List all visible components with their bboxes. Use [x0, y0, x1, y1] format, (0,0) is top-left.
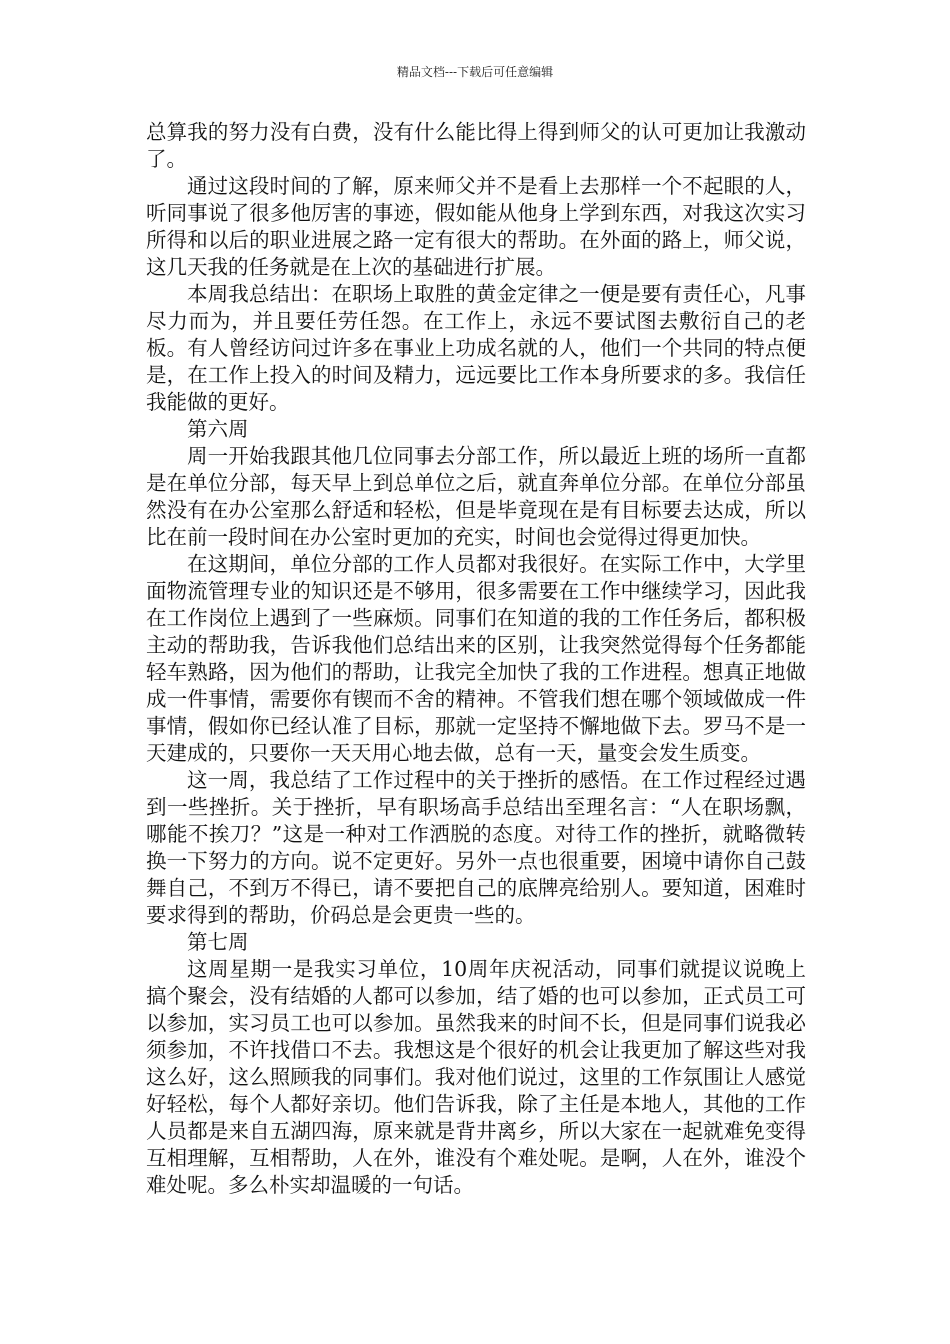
- paragraph-continuation: 总算我的努力没有白费，没有什么能比得上得到师父的认可更加让我激动了。: [146, 120, 806, 171]
- paragraph: 这周星期一是我实习单位，10周年庆祝活动，同事们就提议说晚上搞个聚会，没有结婚的人都可以参加，结了婚的也可以参加，正式员工可以参加，实习员工也可以参加。虽然我来的时间不长，但是同事们说我必须参加，不许找借口不去。我想这是个很好的机会让我更加了解这些对我这么好，这么照顾我的同事们。我对他们说过，这里的工作氛围让人感觉好轻松，每个人都好亲切。他们告诉我，除了主任是本地人，其他的工作人员都是来自五湖四海，原来就是背井离乡，所以大家在一起就难免变得互相理解，互相帮助，人在外，谁没有个难处呢。是啊，人在外，谁没个难处呢。多么朴实却温暖的一句话。: [146, 957, 806, 1197]
- paragraph: 通过这段时间的了解，原来师父并不是看上去那样一个不起眼的人，听同事说了很多他厉害的事迹，假如能从他身上学到东西，对我这次实习所得和以后的职业进展之路一定有很大的帮助。在外面的路上，师父说，这几天我的任务就是在上次的基础进行扩展。: [146, 174, 806, 279]
- section-heading-week-7: 第七周: [187, 930, 249, 954]
- document-body: [146, 119, 806, 1199]
- page-header: 精品文档---下载后可任意编辑: [396, 65, 554, 79]
- paragraph: 周一开始我跟其他几位同事去分部工作，所以最近上班的场所一直都是在单位分部，每天早上到总单位之后，就直奔单位分部。在单位分部虽然没有在办公室那么舒适和轻松，但是毕竟现在是有目标要去达成，所以比在前一段时间在办公室时更加的充实，时间也会觉得过得更加快。: [146, 444, 806, 549]
- paragraph: 本周我总结出：在职场上取胜的黄金定律之一便是要有责任心，凡事尽力而为，并且要任劳任怨。在工作上，永远不要试图去敷衍自己的老板。有人曾经访问过许多在事业上功成名就的人，他们一个共同的特点便是，在工作上投入的时间及精力，远远要比工作本身所要求的多。我信任我能做的更好。: [146, 282, 806, 414]
- section-heading-week-6: 第六周: [187, 417, 249, 441]
- paragraph: 这一周，我总结了工作过程中的关于挫折的感悟。在工作过程经过遇到一些挫折。关于挫折，早有职场高手总结出至理名言：“人在职场飘，哪能不挨刀？”这是一种对工作洒脱的态度。对待工作的挫折，就略微转换一下努力的方向。说不定更好。另外一点也很重要，困境中请你自己鼓舞自己，不到万不得已，请不要把自己的底牌亮给别人。要知道，困难时要求得到的帮助，价码总是会更贵一些的。: [146, 768, 806, 927]
- paragraph: 在这期间，单位分部的工作人员都对我很好。在实际工作中，大学里面物流管理专业的知识还是不够用，很多需要在工作中继续学习，因此我在工作岗位上遇到了一些麻烦。同事们在知道的我的工作任务后，都积极主动的帮助我，告诉我他们总结出来的区别，让我突然觉得每个任务都能轻车熟路，因为他们的帮助，让我完全加快了我的工作进程。想真正地做成一件事情，需要你有锲而不舍的精神。不管我们想在哪个领域做成一件事情，假如你已经认准了目标，那就一定坚持不懈地做下去。罗马不是一天建成的，只要你一天天用心地去做，总有一天，量变会发生质变。: [146, 552, 806, 765]
